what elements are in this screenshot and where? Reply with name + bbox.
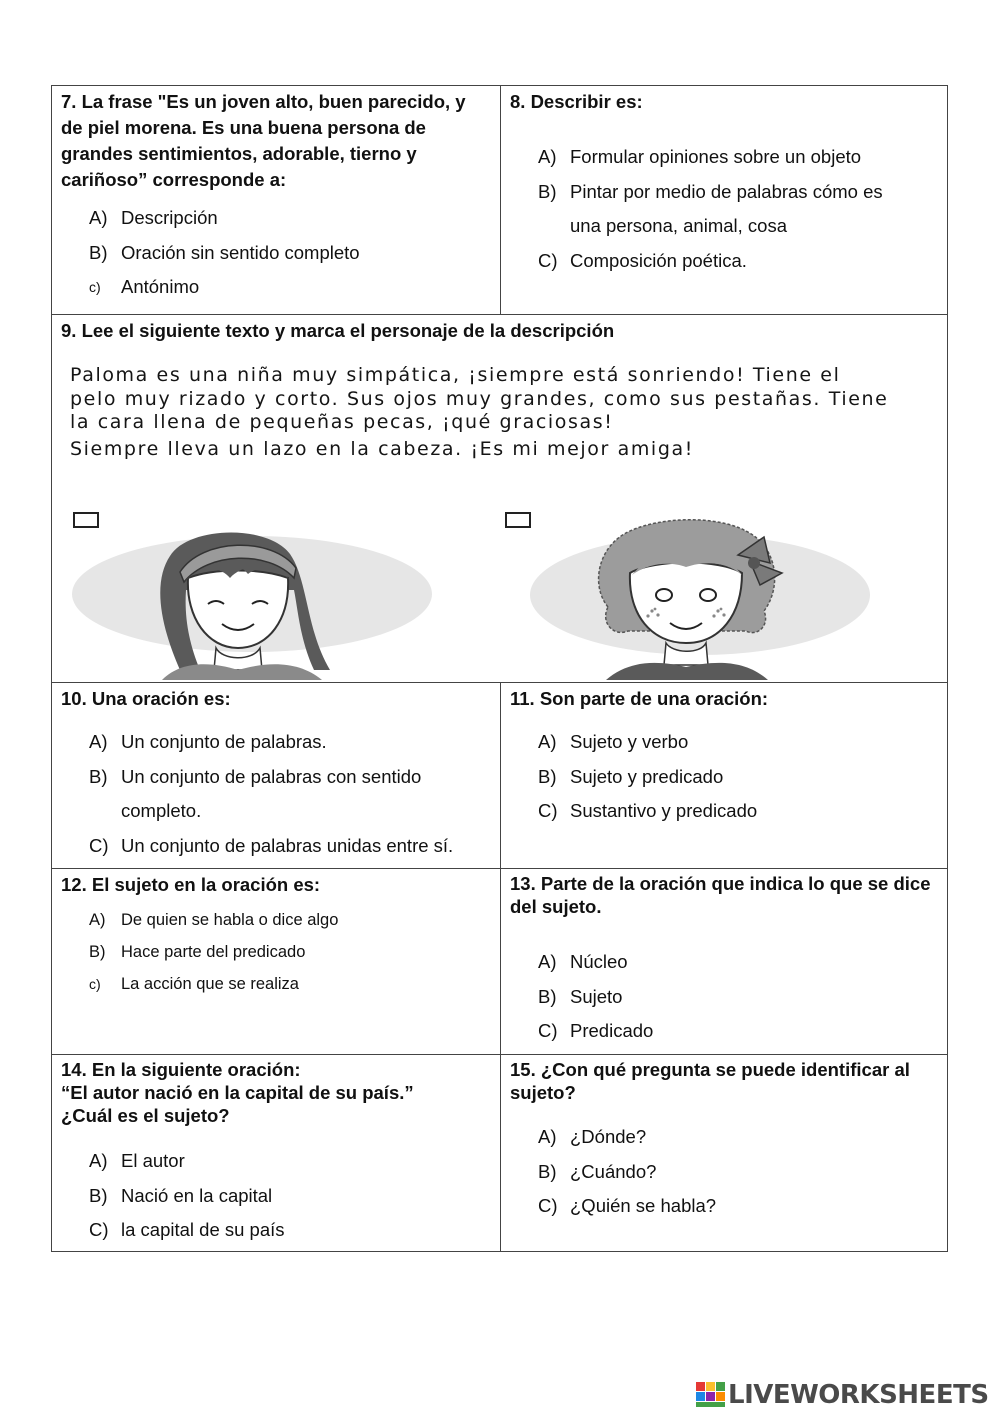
question-12-prompt: 12. El sujeto en la oración es: <box>61 874 321 895</box>
option-text: Formular opiniones sobre un objeto <box>570 146 862 167</box>
question-13-options <box>510 945 938 1049</box>
option-text: Composición poética. <box>570 249 747 271</box>
passage-paragraph-2: Siempre lleva un lazo en la cabeza. ¡Es mi mejor amiga! <box>70 437 694 460</box>
option-letter: C) <box>538 1195 558 1216</box>
reading-passage <box>70 364 890 461</box>
question-8-option-b[interactable] <box>510 175 938 210</box>
option-letter: B) <box>538 765 557 787</box>
question-7-option-b[interactable] <box>61 236 491 271</box>
question-14-cell <box>51 1054 501 1252</box>
liveworksheets-logo-text: LIVEWORKSHEETS <box>728 1380 989 1410</box>
option-letter: B) <box>538 985 557 1007</box>
option-text: Un conjunto de palabras con sentido <box>121 765 422 787</box>
option-letter: B) <box>89 1184 108 1206</box>
liveworksheets-logo-icon <box>696 1382 726 1408</box>
right-eye <box>700 589 716 601</box>
question-10-option-b[interactable] <box>61 760 491 795</box>
question-13-option-c[interactable] <box>510 1014 938 1049</box>
question-7-prompt: 7. La frase "Es un joven alto, buen parecido, y de piel morena. Es una buena persona de grandes sentimientos, adorable, tierno y cariñoso” corresponde a: <box>61 91 466 190</box>
option-text: Descripción <box>121 207 218 228</box>
question-13-cell <box>500 868 948 1055</box>
option-letter: A) <box>89 207 108 228</box>
question-12-option-c[interactable] <box>61 968 491 1000</box>
question-11-prompt: 11. Son parte de una oración: <box>510 688 769 709</box>
question-11-option-a[interactable] <box>510 725 938 760</box>
option-text: la capital de su país <box>121 1219 285 1240</box>
question-9-prompt: 9. Lee el siguiente texto y marca el personaje de la descripción <box>61 320 615 341</box>
option-text: ¿Quién se habla? <box>570 1195 717 1216</box>
question-15-prompt: 15. ¿Con qué pregunta se puede identificar al sujeto? <box>510 1059 910 1103</box>
option-letter: B) <box>538 180 557 202</box>
option-text: Nació en la capital <box>121 1184 273 1206</box>
question-8-prompt: 8. Describir es: <box>510 91 643 112</box>
question-13-option-b[interactable] <box>510 980 938 1015</box>
question-14-option-a[interactable] <box>61 1144 491 1179</box>
question-13-option-a[interactable] <box>510 945 938 980</box>
question-12-options <box>61 904 491 1000</box>
question-14-options <box>61 1144 491 1248</box>
question-14-option-b[interactable] <box>61 1179 491 1214</box>
question-15-cell <box>500 1054 948 1252</box>
option-text: Hace parte del predicado <box>121 943 306 961</box>
option-letter: c) <box>89 976 101 992</box>
question-10-option-a[interactable] <box>61 725 491 760</box>
question-10-option-b-continued <box>61 794 491 829</box>
option-text: Sujeto y verbo <box>570 731 689 752</box>
option-text: La acción que se realiza <box>121 975 299 993</box>
passage-paragraph-1: Paloma es una niña muy simpática, ¡siempre está sonriendo! Tiene el pelo muy rizado y corto. Sus ojos muy grandes, como sus pestañas. Tiene la cara llena de pequeñas pecas, ¡qué graciosas! <box>70 364 889 433</box>
option-letter: c) <box>89 279 101 295</box>
question-8-cell <box>500 85 948 315</box>
option-letter: C) <box>538 249 558 271</box>
option-letter: A) <box>89 1150 108 1171</box>
question-11-cell <box>500 682 948 869</box>
question-8-option-c[interactable] <box>510 244 938 279</box>
option-text: Antónimo <box>121 276 200 297</box>
option-letter: B) <box>538 1160 557 1182</box>
question-10-option-c[interactable] <box>61 829 491 864</box>
question-7-option-a[interactable] <box>61 201 491 236</box>
option-text: De quien se habla o dice algo <box>121 911 339 929</box>
option-letter: C) <box>538 1020 558 1041</box>
option-letter: B) <box>89 765 108 787</box>
question-10-options <box>61 725 491 863</box>
question-8-option-a[interactable] <box>510 140 938 175</box>
question-11-option-b[interactable] <box>510 760 938 795</box>
option-letter: A) <box>89 911 106 929</box>
girl-curly-hair-illustration <box>520 515 870 680</box>
option-letter: A) <box>538 951 557 972</box>
question-10-cell <box>51 682 501 869</box>
option-letter: B) <box>89 943 106 961</box>
option-text: Un conjunto de palabras unidas entre sí. <box>121 834 454 856</box>
option-text: Sujeto y predicado <box>570 765 724 787</box>
option-text: ¿Cuándo? <box>570 1160 657 1182</box>
option-text: Sustantivo y predicado <box>570 800 758 821</box>
option-text: ¿Dónde? <box>570 1126 647 1147</box>
left-eye <box>656 589 672 601</box>
question-12-option-a[interactable] <box>61 904 491 936</box>
question-14-prompt <box>61 1058 491 1127</box>
question-15-options <box>510 1120 938 1224</box>
option-letter: A) <box>538 731 557 752</box>
question-7-cell <box>51 85 501 315</box>
bow-knot <box>748 557 760 569</box>
question-8-option-b-continued <box>510 209 938 244</box>
question-13-prompt: 13. Parte de la oración que indica lo que se dice del sujeto. <box>510 873 931 917</box>
option-text: Predicado <box>570 1020 654 1041</box>
question-14-option-c[interactable] <box>61 1213 491 1248</box>
question-11-options <box>510 725 938 829</box>
option-letter: C) <box>538 800 558 821</box>
option-letter: A) <box>89 731 108 752</box>
option-text: una persona, animal, cosa <box>570 215 787 236</box>
question-15-option-a[interactable] <box>510 1120 938 1155</box>
question-12-cell <box>51 868 501 1055</box>
option-letter: A) <box>538 1126 557 1147</box>
question-14-line-1: 14. En la siguiente oración: <box>61 1059 301 1080</box>
option-text: El autor <box>121 1150 185 1171</box>
liveworksheets-logo[interactable] <box>696 1378 989 1412</box>
option-text: completo. <box>121 800 202 821</box>
option-text: Un conjunto de palabras. <box>121 731 327 752</box>
question-12-option-b[interactable] <box>61 936 491 968</box>
question-7-options <box>61 201 491 305</box>
question-15-option-c[interactable] <box>510 1189 938 1224</box>
option-letter: C) <box>89 1219 109 1240</box>
girl-long-hair-illustration <box>62 520 442 680</box>
question-14-line-3: ¿Cuál es el sujeto? <box>61 1105 230 1126</box>
option-letter: A) <box>538 146 557 167</box>
question-14-line-2: “El autor nació en la capital de su país.” <box>61 1082 414 1103</box>
option-text: Sujeto <box>570 985 623 1007</box>
option-text: Núcleo <box>570 951 628 972</box>
option-text: Oración sin sentido completo <box>121 241 360 263</box>
question-8-options <box>510 140 938 278</box>
question-7-option-c[interactable] <box>61 270 491 305</box>
question-11-option-c[interactable] <box>510 794 938 829</box>
option-text: Pintar por medio de palabras cómo es <box>570 180 883 202</box>
question-10-prompt: 10. Una oración es: <box>61 688 231 709</box>
option-letter: C) <box>89 834 109 856</box>
question-15-option-b[interactable] <box>510 1155 938 1190</box>
option-letter: B) <box>89 241 108 263</box>
